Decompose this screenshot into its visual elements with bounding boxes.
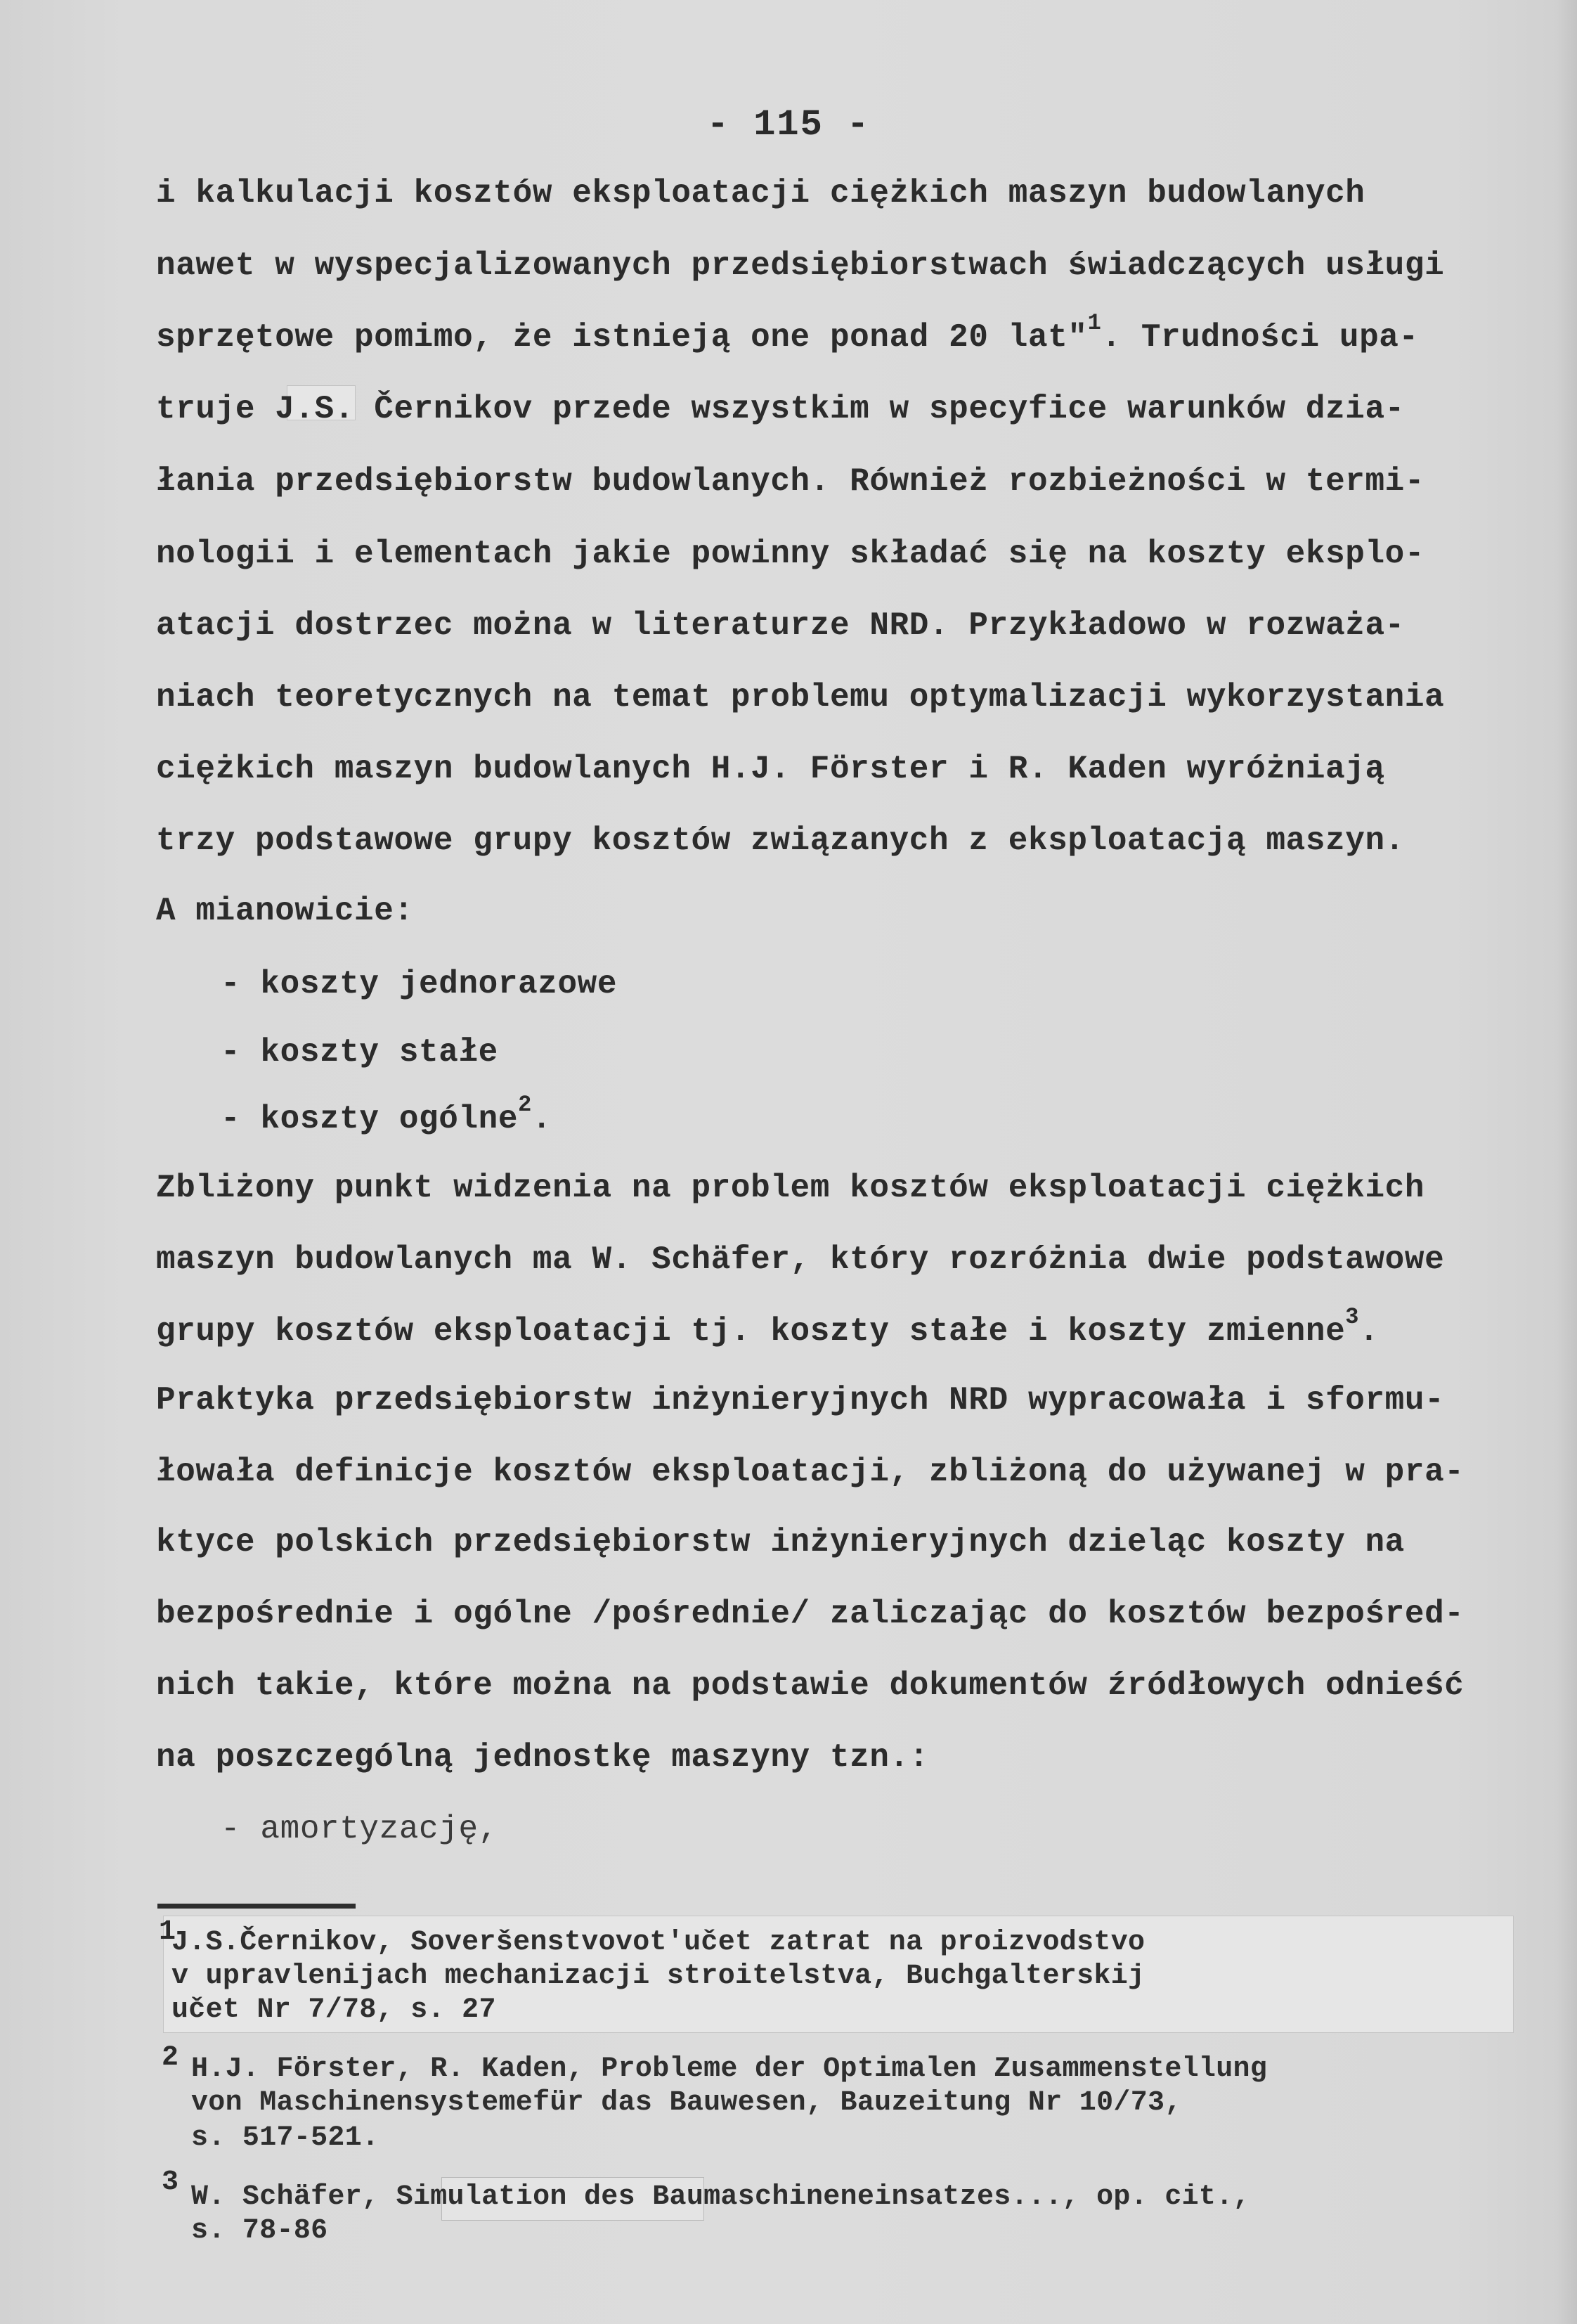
body-line: trzy podstawowe grupy kosztów związanych z eksploatacją maszyn.	[156, 822, 1405, 859]
body-text: sprzętowe pomimo, że istnieją one ponad 20 lat"	[156, 319, 1088, 356]
body-line: atacji dostrzec można w literaturze NRD. Przykładowo w rozważa-	[156, 607, 1405, 644]
page-edge-shadow	[1556, 0, 1577, 2324]
body-line: niach teoretycznych na temat problemu optymalizacji wykorzystania	[156, 679, 1445, 716]
page-number: - 115 -	[706, 104, 871, 146]
footnote-line: s. 517-521.	[191, 2122, 379, 2154]
body-line: nologii i elementach jakie powinny składać się na koszty eksplo-	[156, 536, 1425, 572]
footnote-ref-1[interactable]: 1	[1087, 309, 1102, 336]
body-line: łania przedsiębiorstw budowlanych. Również rozbieżności w termi-	[156, 463, 1425, 500]
body-line: nawet w wyspecjalizowanych przedsiębiorstwach świadczących usługi	[156, 247, 1445, 284]
list-text: .	[531, 1101, 552, 1137]
footnote-line: H.J. Förster, R. Kaden, Probleme der Optimalen Zusammenstellung	[191, 2053, 1268, 2085]
list-item-footnote-ref	[221, 1091, 552, 1140]
footnote-line: von Maschinensystemefür das Bauwesen, Bauzeitung Nr 10/73,	[191, 2087, 1182, 2119]
body-line-footnote-ref	[156, 309, 1419, 359]
footnote-line: s. 78-86	[191, 2215, 328, 2247]
footnote-line: J.S.Černikov, Soveršenstvovot'učet zatrat na proizvodstvo	[171, 1927, 1146, 1958]
footnote-line: v upravlenijach mechanizacji stroitelstva, Buchgalterskij	[171, 1961, 1146, 1992]
footnote-number: 2	[162, 2042, 179, 2074]
footnote-ref-3[interactable]: 3	[1345, 1303, 1360, 1330]
body-line: i kalkulacji kosztów eksploatacji ciężkich maszyn budowlanych	[156, 175, 1365, 212]
body-line: truje J.S. Černikov przede wszystkim w specyfice warunków dzia-	[156, 391, 1405, 427]
body-line: maszyn budowlanych ma W. Schäfer, który rozróżnia dwie podstawowe	[156, 1241, 1445, 1278]
body-line: A mianowicie:	[156, 893, 414, 929]
body-line: ciężkich maszyn budowlanych H.J. Förster i R. Kaden wyróżniają	[156, 751, 1385, 787]
footnote-separator	[157, 1904, 356, 1909]
body-text: grupy kosztów eksploatacji tj. koszty stałe i koszty zmienne	[156, 1313, 1346, 1350]
body-line-footnote-ref	[156, 1303, 1380, 1353]
footnote-number: 1	[159, 1916, 176, 1948]
body-line: Praktyka przedsiębiorstw inżynieryjnych NRD wypracowała i sformu-	[156, 1382, 1445, 1419]
body-text: . Trudności upa-	[1101, 319, 1419, 356]
body-line: Zbliżony punkt widzenia na problem kosztów eksploatacji ciężkich	[156, 1170, 1425, 1206]
body-line: łowała definicje kosztów eksploatacji, zbliżoną do używanej w pra-	[156, 1454, 1465, 1490]
list-text: - koszty ogólne	[221, 1101, 519, 1137]
list-item: - amortyzację,	[221, 1811, 498, 1847]
footnote-number: 3	[162, 2167, 179, 2198]
footnote-line: učet Nr 7/78, s. 27	[171, 1994, 496, 2026]
body-line: nich takie, które można na podstawie dokumentów źródłowych odnieść	[156, 1667, 1465, 1704]
list-item: - koszty stałe	[221, 1034, 498, 1071]
footnote-line: W. Schäfer, Simulation des Baumaschineneinsatzes..., op. cit.,	[191, 2181, 1250, 2213]
list-item: - koszty jednorazowe	[221, 966, 618, 1002]
body-line: ktyce polskich przedsiębiorstw inżynieryjnych dzieląc koszty na	[156, 1524, 1405, 1561]
body-line: na poszczególną jednostkę maszyny tzn.:	[156, 1739, 929, 1776]
body-line: bezpośrednie i ogólne /pośrednie/ zaliczając do kosztów bezpośred-	[156, 1596, 1465, 1632]
body-text: .	[1359, 1313, 1380, 1350]
footnote-ref-2[interactable]: 2	[518, 1091, 532, 1118]
